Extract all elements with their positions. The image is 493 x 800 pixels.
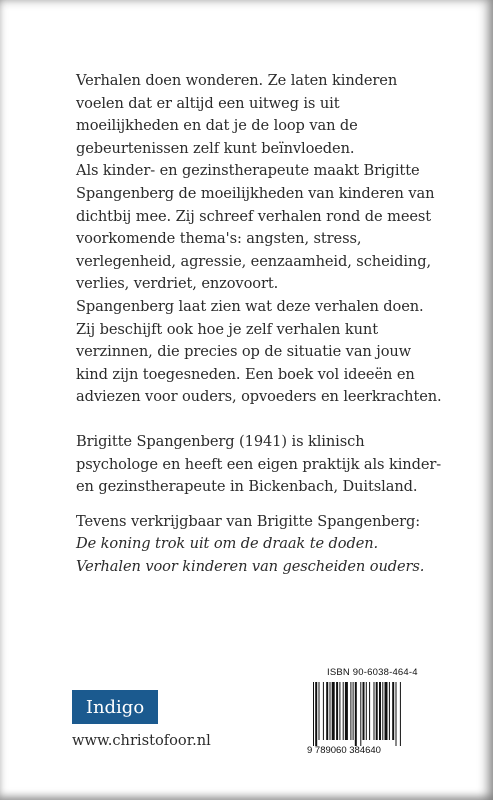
blurb-paragraph-3: Spangenberg laat zien wat deze verhalen doen. Zij beschijft ook hoe je zelf verhalen kunt verzinnen, die precies op de situatie van jouw kind zijn toegesneden. Een boek vol ideeën en adviezen voor ouders, opvoeders en leerkrachten. [76, 297, 442, 406]
isbn-label: ISBN 90-6038-464-4 [327, 667, 418, 678]
author-bio: Brigitte Spangenberg (1941) is klinisch psychologe en heeft een eigen praktijk als kinder- en gezinstherapeute in Bickenbach, Duitsland. [76, 432, 442, 496]
barcode-digits: 9 789060 384640 [307, 745, 381, 756]
blurb-paragraph-1: Verhalen doen wonderen. Ze laten kinderen voelen dat er altijd een uitweg is uit moeilijkheden en dat je de loop van de gebeurtenissen zelf kunt beïnvloeden. [76, 72, 398, 157]
barcode [307, 667, 433, 762]
also-available-title: De koning trok uit om de draak te doden. Verhalen voor kinderen van gescheiden ouders. [76, 535, 425, 575]
blurb [76, 70, 446, 578]
publisher-logo: Indigo [72, 690, 158, 724]
also-available-intro: Tevens verkrijgbaar van Brigitte Spangenberg: [76, 512, 421, 530]
blurb-paragraph-2: Als kinder- en gezinstherapeute maakt Brigitte Spangenberg de moeilijkheden van kinderen van dichtbij mee. Zij schreef verhalen rond de meest voorkomende thema's: angsten, stress, verlegenheid, agressie, eenzaamheid, scheiding, verlies, verdriet, enzovoort. [76, 162, 435, 293]
barcode-bars [313, 682, 431, 746]
publisher-website: www.christofoor.nl [72, 732, 211, 749]
